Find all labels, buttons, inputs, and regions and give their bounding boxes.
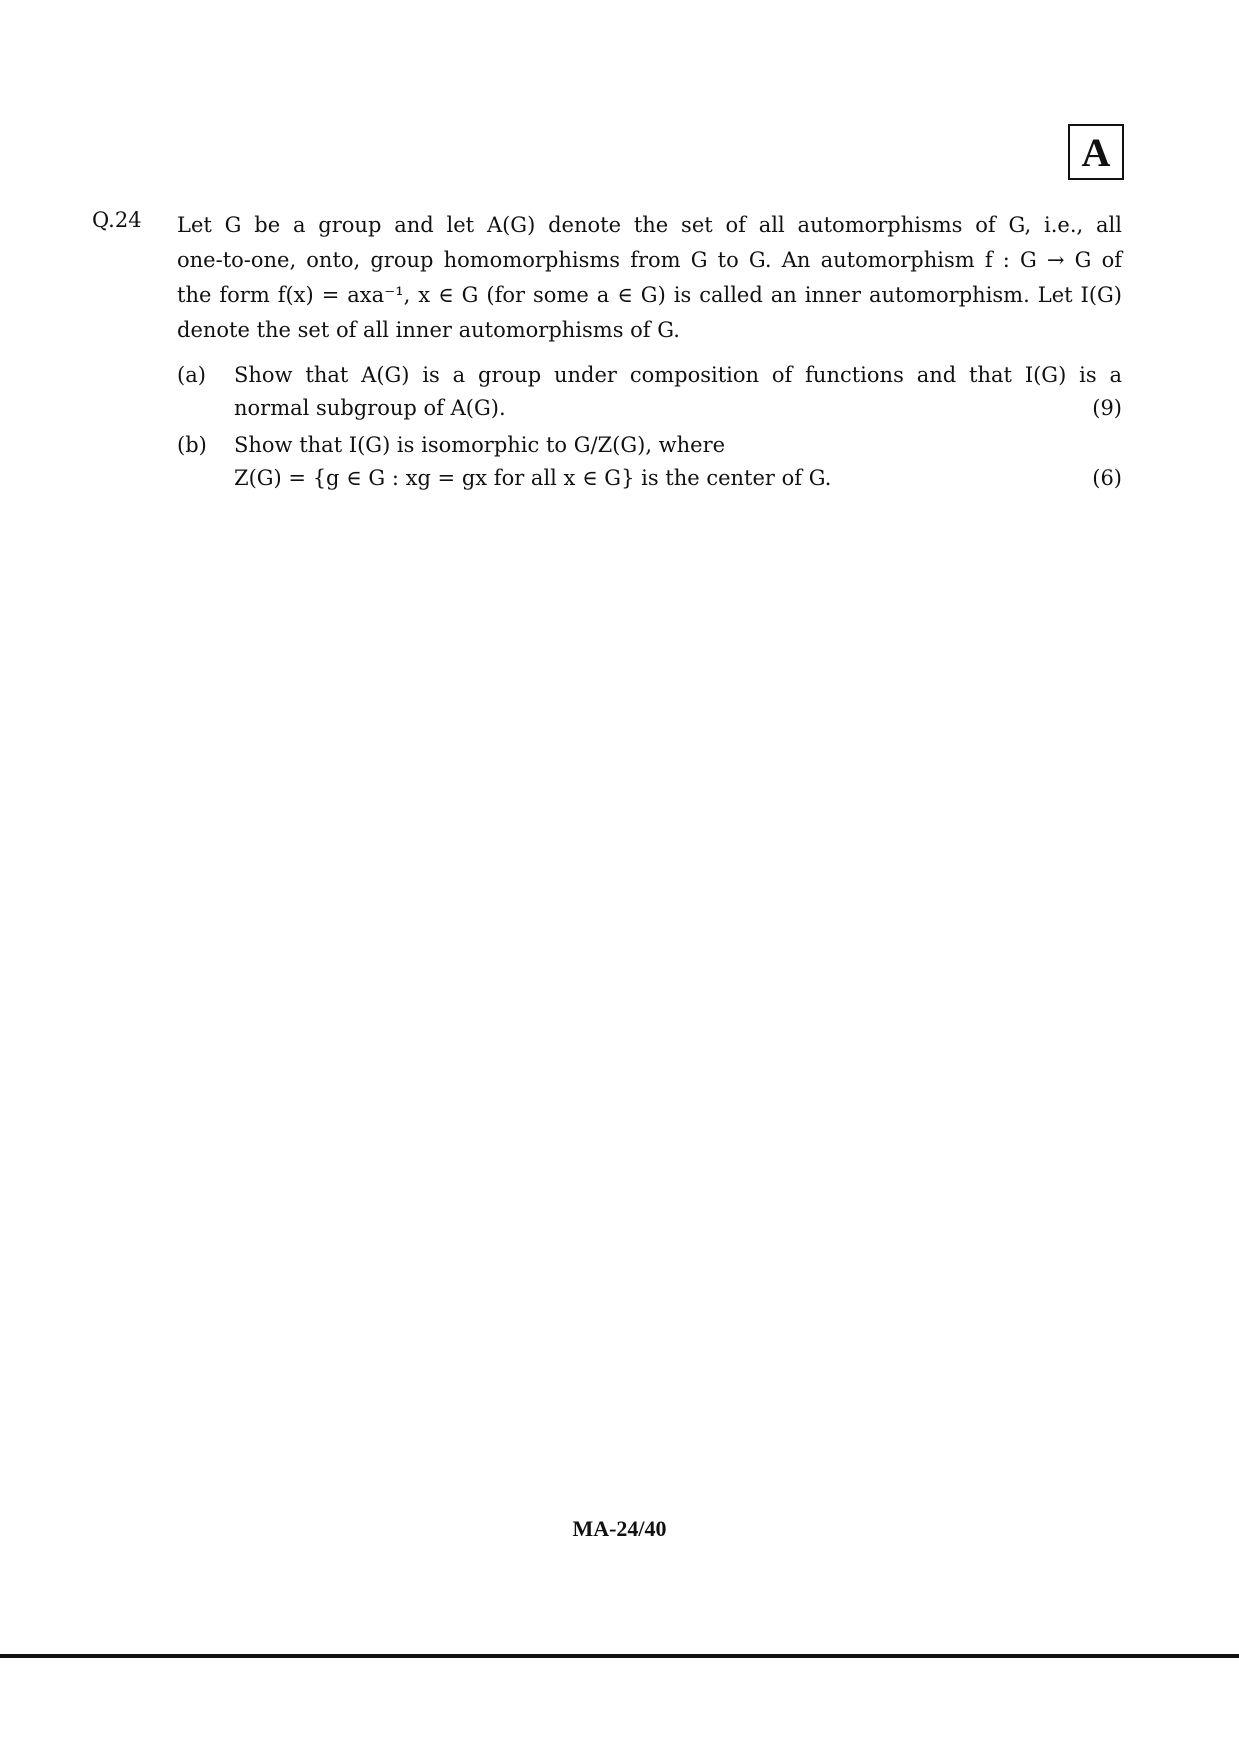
set-code-box (1068, 124, 1124, 180)
part-label: (b) (177, 433, 207, 457)
question-part-a (177, 359, 1122, 429)
question-line: denote the set of all inner automorphisms of G. (177, 318, 680, 342)
part-line: normal subgroup of A(G). (234, 396, 506, 420)
page-code: MA-24/40 (572, 1516, 667, 1541)
part-body (234, 429, 1122, 495)
question-line: Let G be a group and let A(G) denote the set of all automorphisms of G, i.e., all (177, 213, 1122, 237)
part-marks: (9) (1092, 396, 1122, 420)
question-number: Q.24 (92, 208, 142, 232)
part-body (234, 359, 1122, 425)
part-marks: (6) (1092, 466, 1122, 490)
question-stem (177, 208, 1122, 348)
question-line: the form f(x) = axa⁻¹, x ∈ G (for some a ∈ G) is called an inner automorphism. Let I(G) (177, 283, 1122, 307)
part-line: Show that I(G) is isomorphic to G/Z(G), where (234, 433, 726, 457)
part-line: Z(G) = {g ∈ G : xg = gx for all x ∈ G} is the center of G. (234, 466, 832, 490)
part-line: Show that A(G) is a group under composition of functions and that I(G) is a (234, 363, 1122, 387)
bottom-divider (0, 1654, 1239, 1658)
question-line: one-to-one, onto, group homomorphisms from G to G. An automorphism f : G → G of (177, 248, 1122, 272)
question-part-b (177, 429, 1122, 499)
part-label: (a) (177, 363, 206, 387)
set-code-label: A (1081, 129, 1111, 175)
